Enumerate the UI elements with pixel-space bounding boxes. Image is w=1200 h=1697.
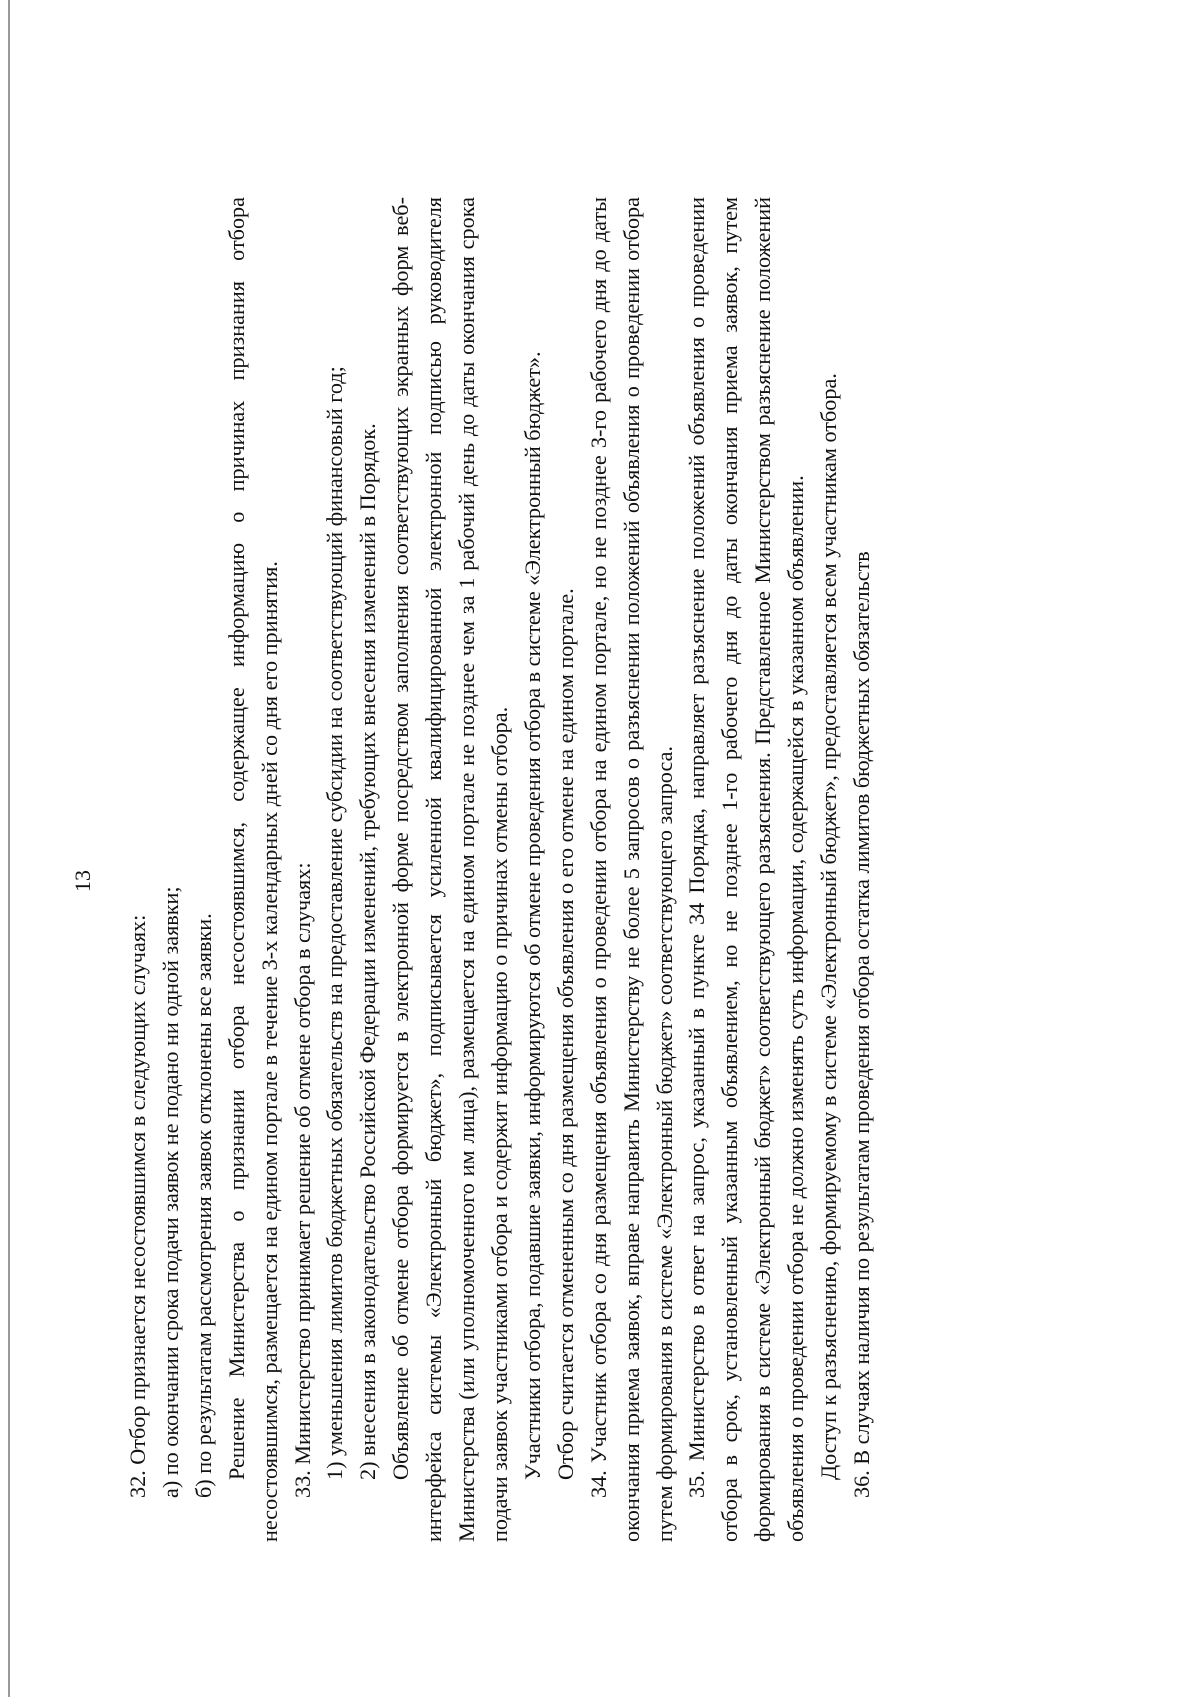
clause-33-cancellation-notice: Объявление об отмене отбора формируется в электронной форме посредством заполнения соответствующих экранных форм веб-интерфейса системы «Электронный бюджет», подписывается усиленной квалифицированной электронной подписью руководителя Министерства (или уполномоченного им лица), размещается на едином портале не позднее чем за 1 рабочий день до даты окончания срока подачи заявок участниками отбора и содержит информацию о причинах отмены отбора. — [388, 197, 512, 1542]
clause-32: 32. Отбор признается несостоявшимся в следующих случаях: — [125, 914, 150, 1498]
clause-32-b: б) по результатам рассмотрения заявок отклонены все заявки. — [190, 913, 216, 1498]
clause-36: 36. В случаях наличия по результатам проведения отбора остатка лимитов бюджетных обязательств — [848, 551, 874, 1498]
document-body — [122, 197, 879, 1542]
clause-35-access: Доступ к разъяснению, формируемому в системе «Электронный бюджет», предоставляется всем участникам отбора. — [816, 373, 842, 1480]
clause-32-decision: Решение Министерства о признании отбора несостоявшимся, содержащее информацию о причинах признания отбора несостоявшимся, размещается на едином портале в течение 3-х календарных дней со дня его принятия. — [223, 197, 282, 1542]
clause-34: 34. Участник отбора со дня размещения объявления о проведении отбора на едином портале, но не позднее 3-го рабочего дня до даты окончания приема заявок, вправе направить Министерству не более 5 запросов о разъяснении положений объявления о проведении отбора путем формирования в системе «Электронный бюджет» соответствующего запроса. — [585, 197, 677, 1542]
clause-33-considered-cancelled: Отбор считается отмененным со дня размещения объявления о его отмене на едином портале. — [552, 588, 578, 1480]
clause-33-item-1: 1) уменьшения лимитов бюджетных обязательств на предоставление субсидии на соответствующий финансовый год; — [322, 366, 348, 1480]
page-number: 13 — [70, 870, 95, 892]
clause-33: 33. Министерство принимает решение об отмене отбора в случаях: — [289, 862, 315, 1498]
clause-32-a: а) по окончании срока подачи заявок не подано ни одной заявки; — [157, 886, 183, 1498]
clause-33-item-2: 2) внесения в законодательство Российской Федерации изменений, требующих внесения изменений в Порядок. — [355, 423, 381, 1480]
rotated-page — [0, 37, 1200, 1697]
clause-33-participants-informed: Участники отбора, подавшие заявки, информируются об отмене проведения отбора в системе «Электронный бюджет». — [519, 351, 545, 1480]
clause-35: 35. Министерство в ответ на запрос, указанный в пункте 34 Порядка, направляет разъяснение положений объявления о проведении отбора в срок, установленный указанным объявлением, но не позднее 1-го рабочего дня до даты окончания приема заявок, путем формирования в системе «Электронный бюджет» соответствующего разъяснения. Представленное Министерством разъяснение положений объявления о проведении отбора не должно изменять суть информации, содержащейся в указанном объявлении. — [684, 197, 809, 1542]
